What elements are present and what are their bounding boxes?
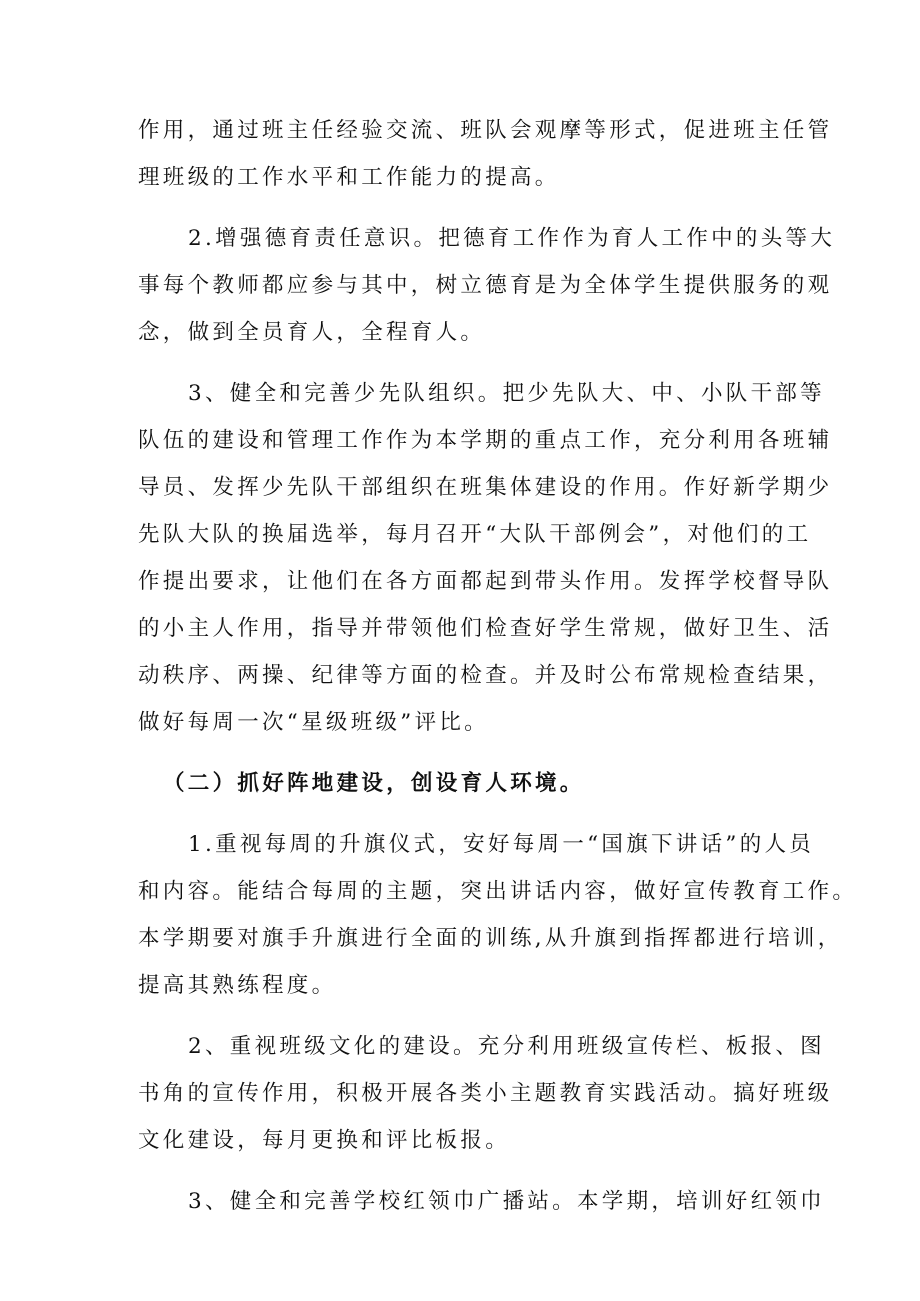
text-line: 和内容。能结合每周的主题，突出讲话内容，做好宣传教育工作。: [138, 879, 858, 904]
text-line: 理班级的工作水平和工作能力的提高。: [138, 165, 560, 190]
paragraph-moral-responsibility: [138, 215, 836, 356]
text-line: 3、健全和完善少先队组织。把少先队大、中、小队干部等: [188, 381, 825, 406]
text-line: 先队大队的换届选举，每月召开“大队干部例会”，对他们的工: [138, 522, 812, 547]
text-line: 做好每周一次“星级班级”评比。: [138, 710, 489, 735]
paragraph-broadcast-station: [138, 1178, 825, 1225]
text-line: 2、重视班级文化的建设。充分利用班级宣传栏、板报、图: [188, 1034, 825, 1059]
text-line: 提高其熟练程度。: [138, 973, 337, 998]
paragraph-flag-ceremony: [138, 821, 858, 1009]
text-line: 2.增强德育责任意识。把德育工作作为育人工作中的头等大: [188, 226, 836, 251]
text-line: 作提出要求，让他们在各方面都起到带头作用。发挥学校督导队: [138, 569, 833, 594]
text-line: 本学期要对旗手升旗进行全面的训练,从升旗到指挥都进行培训，: [138, 926, 843, 951]
text-line: 的小主人作用，指导并带领他们检查好学生常规，做好卫生、活: [138, 616, 833, 641]
section-heading: [163, 760, 802, 807]
text-line: 念，做到全员育人，全程育人。: [138, 320, 486, 345]
paragraph-class-culture: [138, 1023, 833, 1164]
text-line: 书角的宣传作用，积极开展各类小主题教育实践活动。搞好班级: [138, 1081, 833, 1106]
heading-text: （二）抓好阵地建设，创设育人环境。: [163, 771, 585, 796]
text-line: 文化建设，每月更换和评比板报。: [138, 1128, 511, 1153]
paragraph-continuation: [138, 107, 833, 201]
text-line: 导员、发挥少先队干部组织在班集体建设的作用。作好新学期少: [138, 475, 833, 500]
text-line: 队伍的建设和管理工作作为本学期的重点工作，充分利用各班辅: [138, 428, 833, 453]
text-line: 3、健全和完善学校红领巾广播站。本学期，培训好红领巾: [188, 1189, 825, 1214]
text-line: 动秩序、两操、纪律等方面的检查。并及时公布常规检查结果，: [138, 663, 833, 688]
text-line: 1.重视每周的升旗仪式，安好每周一“国旗下讲话”的人员: [188, 832, 815, 857]
paragraph-young-pioneers: [138, 370, 833, 746]
text-line: 作用，通过班主任经验交流、班队会观摩等形式，促进班主任管: [138, 118, 833, 143]
document-body: [138, 107, 858, 1239]
text-line: 事每个教师都应参与其中，树立德育是为全体学生提供服务的观: [138, 273, 833, 298]
